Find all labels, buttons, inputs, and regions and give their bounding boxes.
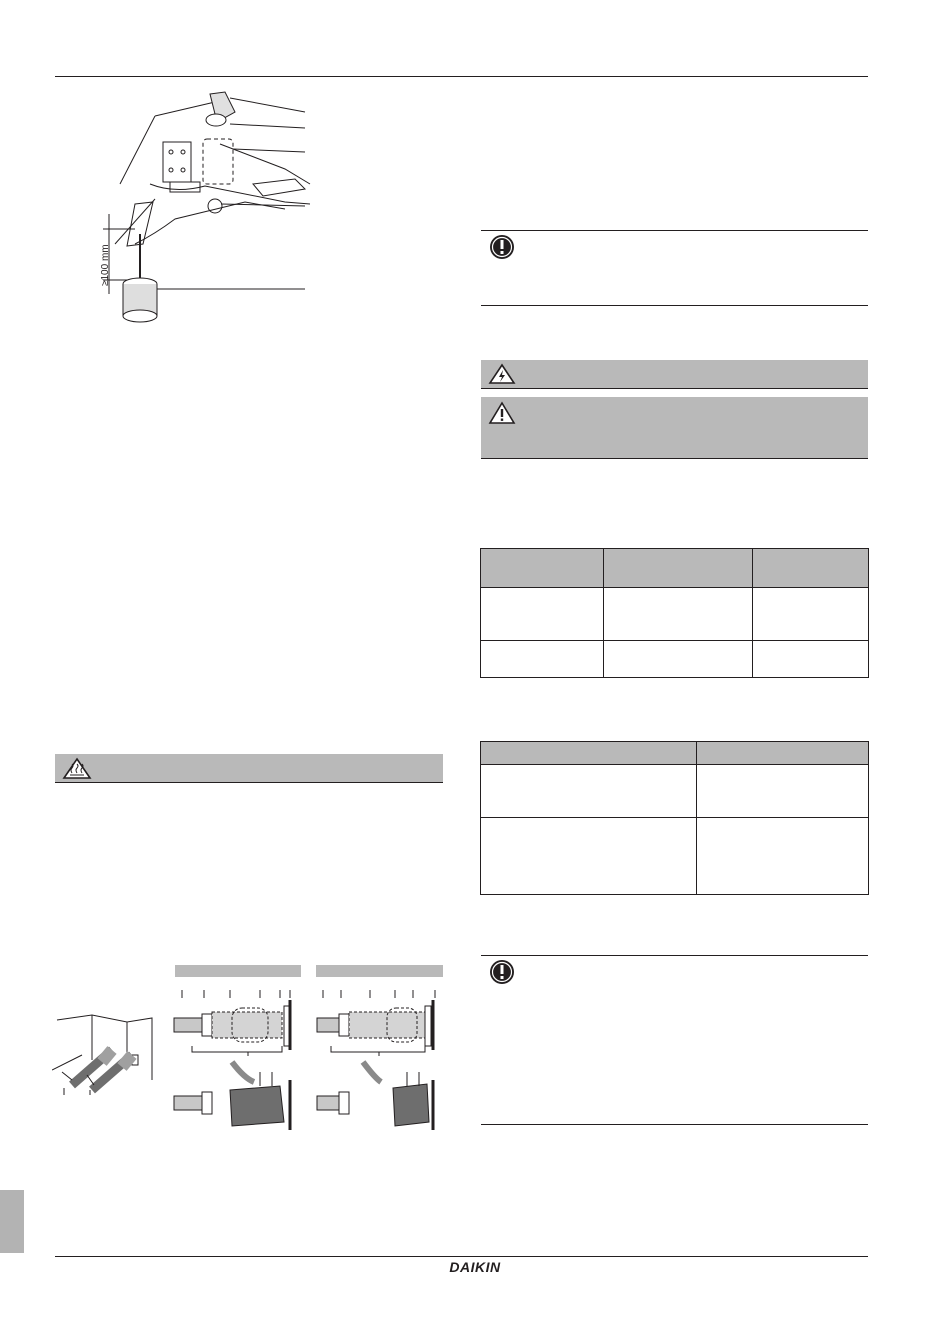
table-cell <box>697 765 869 818</box>
table-row <box>481 818 869 895</box>
table-cell <box>481 588 604 641</box>
electric-warning-bar <box>481 360 868 389</box>
notice-top-rule <box>481 955 868 956</box>
drain-test-illustration <box>95 84 315 334</box>
table-header-cell <box>697 742 869 765</box>
detail-header-bar-2 <box>316 965 443 977</box>
table-2 <box>480 741 869 895</box>
exclamation-icon <box>489 234 515 260</box>
table-cell <box>753 588 869 641</box>
exclamation-icon <box>489 959 515 985</box>
table-header-cell <box>753 549 869 588</box>
table-cell <box>481 765 697 818</box>
detail-header-bar-1 <box>175 965 301 977</box>
table-header-cell <box>481 742 697 765</box>
table-row <box>481 641 869 678</box>
table-header-cell <box>604 549 753 588</box>
table-cell <box>697 818 869 895</box>
footer-rule <box>55 1256 868 1257</box>
table-row <box>481 588 869 641</box>
pipe-insulation-overview <box>52 1010 157 1095</box>
warning-box <box>481 397 868 459</box>
table-cell <box>481 818 697 895</box>
notice-bottom-rule <box>481 305 868 306</box>
hot-surface-warning-bar <box>55 754 443 783</box>
table-header-row <box>481 742 869 765</box>
insulation-detail-liquid <box>315 990 445 1130</box>
table-1 <box>480 548 869 678</box>
header-rule <box>55 76 868 77</box>
insulation-detail-gas <box>172 990 302 1130</box>
table-cell <box>604 641 753 678</box>
daikin-logo: DAIKIN <box>449 1259 501 1275</box>
chapter-side-tab <box>0 1190 24 1253</box>
dimension-label: ≥100 mm <box>100 244 111 286</box>
table-cell <box>753 641 869 678</box>
notice-bottom-rule <box>481 1124 868 1125</box>
table-cell <box>481 641 604 678</box>
electric-hazard-icon <box>488 363 516 385</box>
hot-surface-icon <box>62 757 92 780</box>
table-header-cell <box>481 549 604 588</box>
table-cell <box>604 588 753 641</box>
table-header-row <box>481 549 869 588</box>
table-row <box>481 765 869 818</box>
notice-top-rule <box>481 230 868 231</box>
warning-icon <box>488 401 516 425</box>
